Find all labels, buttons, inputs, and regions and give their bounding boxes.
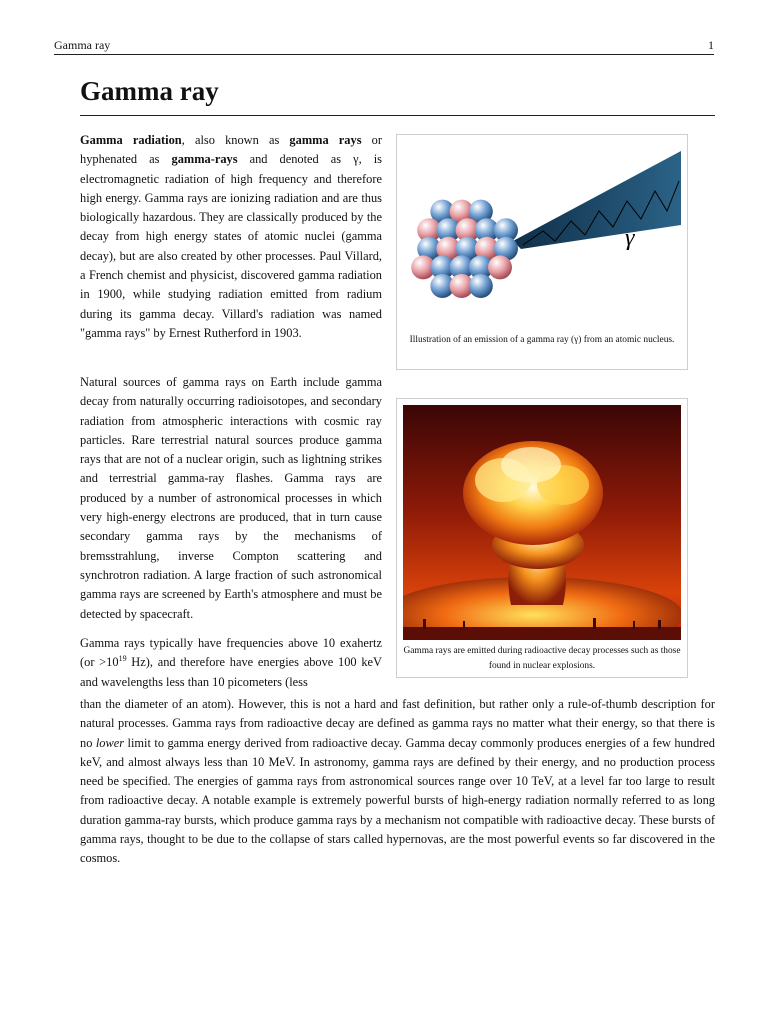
text-span: Hz), and therefore have energies above 100 keV and wavelengths less than 10 picometers (less <box>80 655 382 689</box>
figure-explosion <box>396 398 688 678</box>
nucleon <box>469 274 493 298</box>
text-span: limit to gamma energy derived from radioactive decay. Gamma decay commonly produces energies of a few hundred keV, and almost always less than 10 MeV. In astronomy, gamma rays are defined by their energy, and no production process need be specified. The energies of gamma rays from astronomical sources range over 10 TeV, at a level far too large to result from radioactive decay. A notable example is extremely powerful bursts of high-energy radiation normally referred to as long duration gamma-ray bursts, which produce gamma rays by a mechanism not compatible with radioactive decay. These bursts of gamma rays, thought to be due to the collapse of stars called hypernovas, are the most powerful events so far discovered in the cosmos. <box>80 735 715 866</box>
nucleus-illustration <box>403 141 681 329</box>
figure-caption-explosion: Gamma rays are emitted during radioactive decay processes such as those found in nuclear explosions. <box>403 646 681 671</box>
emphasis-lower: lower <box>95 735 125 750</box>
superscript-exponent: 19 <box>118 654 127 664</box>
header-title: Gamma ray <box>54 38 111 52</box>
paragraph-frequency-start <box>80 634 382 692</box>
text-span: Gamma rays typically have frequencies above 10 exahertz (or >10 <box>80 636 382 670</box>
paragraph-intro <box>80 131 382 343</box>
gamma-symbol: γ <box>625 225 635 251</box>
figure-nucleus <box>396 134 688 370</box>
paragraph-natural-sources: Natural sources of gamma rays on Earth include gamma decay from naturally occurring radioisotopes, and secondary radiation from atmospheric interactions with cosmic ray particles. Rare terrestrial natural sources produce gamma rays that are not of a nuclear origin, such as lightning strikes and terrestrial gamma-ray flashes. Gamma rays are produced by a number of astronomical processes in which very high-energy electrons are produced, that in turn cause secondary gamma rays by the mechanisms of bremsstrahlung, inverse Compton scattering and synchrotron radiation. A large fraction of such astronomical gamma rays are screened by Earth's atmosphere and must be detected by spacecraft. <box>80 375 382 621</box>
text-span: and denoted as γ, is electromagnetic radiation of high frequency and therefore high energy. Gamma rays are ionizing radiation and are thus biologically hazardous. They are classically produced by the decay from high energy states of atomic nuclei (gamma decay), but are also created by other processes. Paul Villard, a French chemist and physicist, discovered gamma radiation in 1900, while studying radiation emitted from radium during its gamma decay. Villard's radiation was named "gamma rays" by Ernest Rutherford in 1903. <box>80 152 382 340</box>
term-gamma-rays-hyphenated: gamma-rays <box>171 152 238 167</box>
nucleon <box>488 255 512 279</box>
text-span: , also known as <box>181 133 290 147</box>
text-span: or hyphenated as <box>80 133 382 167</box>
nucleus-particles <box>411 200 518 298</box>
term-gamma-radiation: Gamma radiation <box>80 133 182 147</box>
figure-caption-nucleus: Illustration of an emission of a gamma ray (γ) from an atomic nucleus. <box>409 335 675 345</box>
running-header <box>54 38 714 55</box>
term-gamma-rays: gamma rays <box>289 133 362 147</box>
article-title: Gamma ray <box>80 76 715 116</box>
paragraph-frequency-continued <box>80 695 715 869</box>
nuclear-explosion-photo <box>403 405 681 640</box>
page-number: 1 <box>708 38 714 52</box>
text-span: than the diameter of an atom). However, this is not a hard and fast definition, but rather only a rule-of-thumb description for natural processes. Gamma rays from radioactive decay are defined as gamma rays no matter what their energy, so that there is no <box>80 697 715 750</box>
